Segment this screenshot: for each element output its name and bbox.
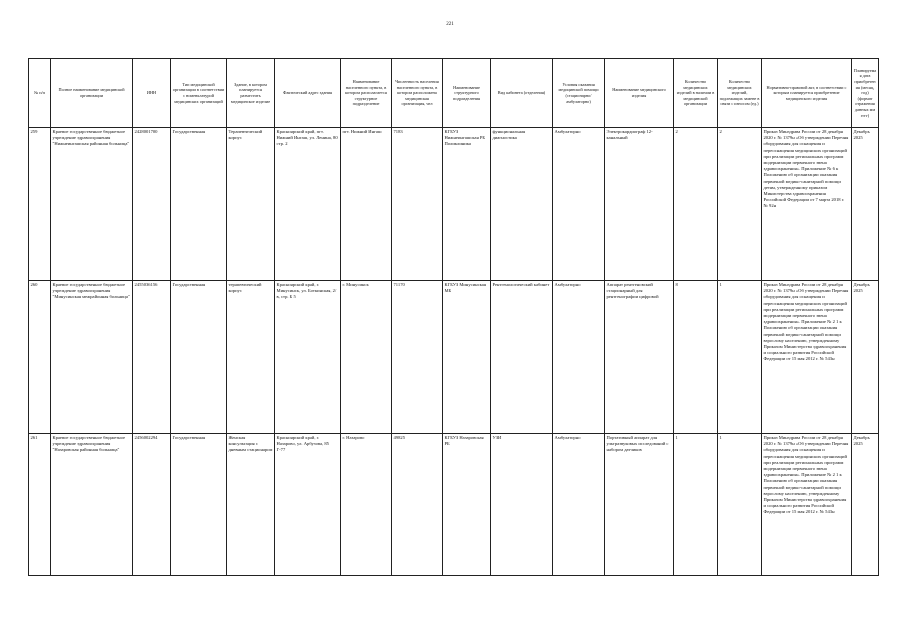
cell-act: Приказ Минздрава России от 28 декабря 2020 г. № 1379н «Об утверждении Перечня оборудования для оснащения и переоснащения медицинских организаций при реализации региональных программ модернизации первичного звена здравоохранения». Приложение № 2 1 к Положению об организации оказания первичной медико-санитарной помощи взрослому населению, утвержденному Приказом Министерства здравоохранения и социального развития Российской Федерации от 15 мая 2012 г. № 543н: [762, 434, 852, 576]
cell-building: Терапевтический корпус: [227, 128, 275, 281]
cell-type: Государственная: [171, 128, 227, 281]
header-cell-act: Нормативно-правовой акт, в соответствии с которым планируется приобретение медицинского изделия: [762, 59, 852, 128]
cell-device: Электрокардиограф 12-канальный: [605, 128, 674, 281]
header-cell-conditions: Условия оказания медицинской помощи (стационарно/ амбулаторно): [553, 59, 605, 128]
cell-conditions: Амбулаторно: [553, 281, 605, 434]
cell-act: Приказ Минздрава России от 28 декабря 2020 г. № 1379н «Об утверждении Перечня оборудования для оснащения и переоснащения медицинских организаций при реализации региональных программ модернизации первичного звена здравоохранения». Приложение № 2 1 к Положению об организации оказания первичной медико-санитарной помощи взрослому населению, утвержденному Приказом Министерства здравоохранения и социального развития Российской Федерации от 15 мая 2012 г. № 543н: [762, 281, 852, 434]
cell-conditions: Амбулаторно: [553, 128, 605, 281]
cell-address: Красноярский край, пгт. Нижний Ингаш, ул. Ленина, 80 стр. 2: [275, 128, 341, 281]
cell-available: 2: [674, 128, 718, 281]
cell-building: терапевтический корпус: [227, 281, 275, 434]
header-cell-num: № п/п: [29, 59, 51, 128]
cell-cabinet: УЗИ: [491, 434, 553, 576]
cell-device: Аппарат рентгеновский стационарный для рентгенографии цифровой: [605, 281, 674, 434]
cell-date: Декабрь 2025: [852, 128, 879, 281]
cell-org: Краевое государственное бюджетное учреждение здравоохранения "Нижнеингашская районная больница": [51, 128, 133, 281]
cell-settlement: пгт. Нижний Ингаш: [341, 128, 392, 281]
page-number: 221: [446, 22, 454, 27]
cell-available: 1: [674, 434, 718, 576]
cell-replace: 1: [718, 434, 762, 576]
cell-cabinet: Рентгенологический кабинет: [491, 281, 553, 434]
cell-org: Краевое государственное бюджетное учреждение здравоохранения "Минусинская межрайонная больница": [51, 281, 133, 434]
cell-type: Государственная: [171, 281, 227, 434]
cell-num: 260: [29, 281, 51, 434]
table-row: [29, 434, 879, 576]
header-cell-available: Количество медицинских изделий в наличии в медицинской организации: [674, 59, 718, 128]
cell-unit: КГБУЗ Минусинская МБ: [443, 281, 491, 434]
cell-available: 8: [674, 281, 718, 434]
header-cell-cabinet: Вид кабинета (отделения): [491, 59, 553, 128]
cell-date: Декабрь 2025: [852, 434, 879, 576]
cell-date: Декабрь 2025: [852, 281, 879, 434]
header-cell-type: Тип медицинской организации в соответствии с номенклатурой медицинских организаций: [171, 59, 227, 128]
header-cell-building: Здание, в котором планируется разместить медицинское изделие: [227, 59, 275, 128]
header-cell-date: Планируемая дата приобретения (месяц, год) (формат отражения данных мм гггг): [852, 59, 879, 128]
cell-num: 261: [29, 434, 51, 576]
equipment-registry-table: [28, 58, 879, 576]
cell-building: Женская консультация с дневным стационаром: [227, 434, 275, 576]
cell-population: 49825: [392, 434, 443, 576]
cell-inn: 2428001700: [133, 128, 171, 281]
cell-replace: 1: [718, 281, 762, 434]
table-row: [29, 281, 879, 434]
header-cell-unit: Наименование структурного подразделения: [443, 59, 491, 128]
header-cell-settlement: Наименование населенного пункта, в котором располагается структурное подразделение: [341, 59, 392, 128]
cell-device: Портативный аппарат для ультразвуковых исследований с набором датчиков: [605, 434, 674, 576]
cell-replace: 2: [718, 128, 762, 281]
cell-population: 71170: [392, 281, 443, 434]
cell-address: Красноярский край, г. Назарово, ул. Арбузова, 85 Г-77: [275, 434, 341, 576]
header-cell-population: Численность населения населенного пункта, в котором расположена медицинская организация, чел: [392, 59, 443, 128]
cell-num: 259: [29, 128, 51, 281]
header-cell-device: Наименование медицинского изделия: [605, 59, 674, 128]
cell-org: Краевое государственное бюджетное учреждение здравоохранения "Назаровская районная больница": [51, 434, 133, 576]
header-cell-replace: Количество медицинских изделий, подлежащих замене в связи с износом (ед.): [718, 59, 762, 128]
cell-act: Приказ Минздрава России от 28 декабря 2020 г. № 1379н «Об утверждении Перечня оборудования для оснащения и переоснащения медицинских организаций при реализации региональных программ модернизации первичного звена здравоохранения». Приложение № 6 к Положению об организации оказания первичной медико-санитарной помощи детям, утвержденному приказом Министерства здравоохранения Российской Федерации от 7 марта 2018 г. № 92н: [762, 128, 852, 281]
cell-inn: 2455036156: [133, 281, 171, 434]
table-header-row: [29, 59, 879, 128]
cell-cabinet: функциональная диагностика: [491, 128, 553, 281]
header-cell-address: Фактический адрес здания: [275, 59, 341, 128]
cell-unit: КГБУЗ Назаровская РБ: [443, 434, 491, 576]
cell-settlement: г. Назарово: [341, 434, 392, 576]
cell-conditions: Амбулаторно: [553, 434, 605, 576]
cell-settlement: г. Минусинск: [341, 281, 392, 434]
header-cell-inn: ИНН: [133, 59, 171, 128]
cell-unit: КГБУЗ Нижнеингашская РБ Поликлиника: [443, 128, 491, 281]
header-cell-org: Полное наименование медицинской организации: [51, 59, 133, 128]
table-row: [29, 128, 879, 281]
cell-address: Красноярский край, г. Минусинск, ул. Боткинская, 2/в, стр. Б 5: [275, 281, 341, 434]
cell-population: 7183: [392, 128, 443, 281]
cell-type: Государственная: [171, 434, 227, 576]
cell-inn: 2456002294: [133, 434, 171, 576]
